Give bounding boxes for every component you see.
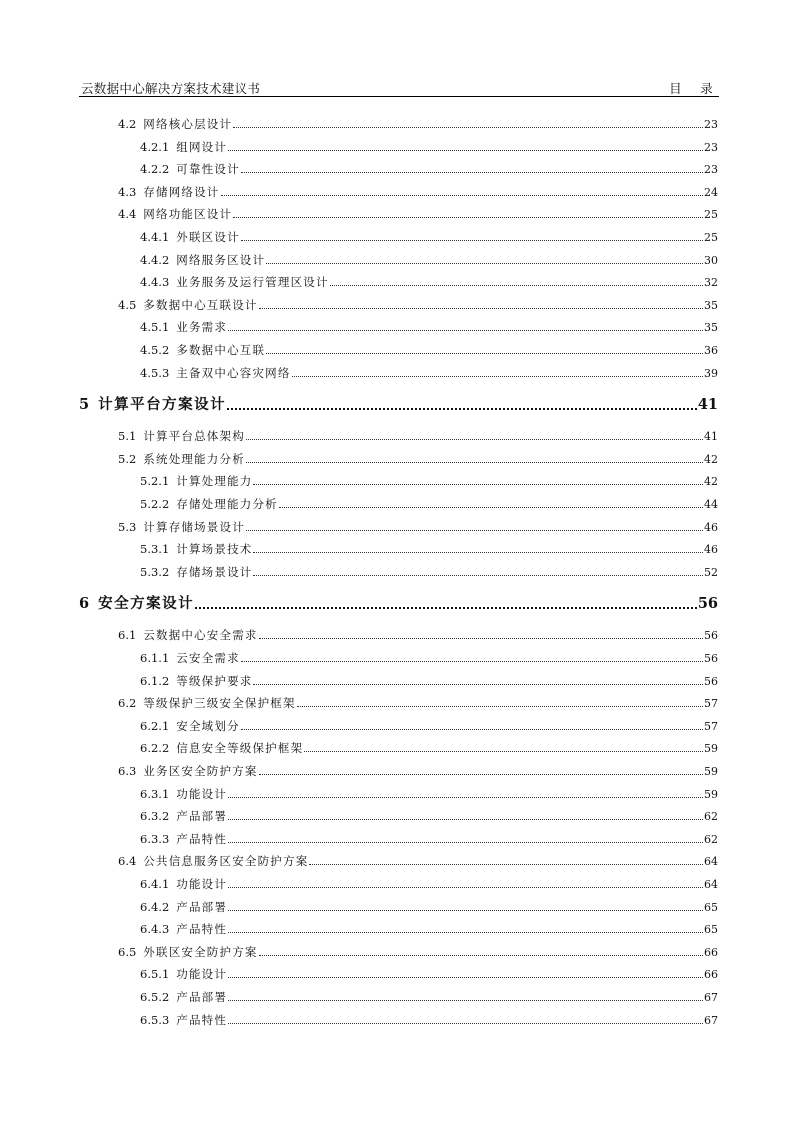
toc-entry-number: 4.5: [118, 297, 137, 312]
toc-entry-title: 业务需求: [176, 320, 228, 335]
toc-entry-number: 6.1: [118, 628, 137, 643]
toc-entry-title: 网络功能区设计: [143, 207, 233, 222]
toc-leader-dots: [266, 262, 703, 264]
toc-entry-page: 66: [704, 945, 718, 959]
toc-entry-page: 23: [704, 163, 718, 177]
toc-leader-dots: [253, 683, 703, 685]
toc-entry-number: 4.2: [118, 117, 137, 131]
toc-entry-title: 业务服务及运行管理区设计: [176, 275, 329, 290]
toc-entry-number: 6.2.2: [140, 741, 170, 756]
toc-entry-title: 多数据中心互联设计: [143, 297, 258, 312]
toc-entry-page: 62: [704, 810, 718, 824]
toc-entry-page: 39: [704, 366, 718, 380]
toc-entry[interactable]: [118, 519, 718, 535]
toc-entry-number: 6.1.1: [140, 651, 170, 665]
toc-entry[interactable]: [118, 763, 718, 779]
toc-entry-number: 5.2: [118, 451, 137, 466]
toc-leader-dots: [297, 705, 703, 707]
toc-entry-page: 56: [704, 674, 718, 688]
toc-entry-title: 组网设计: [176, 139, 228, 154]
toc-entry[interactable]: [140, 808, 718, 824]
toc-entry-title: 网络核心层设计: [143, 117, 233, 131]
toc-entry-page: 25: [704, 231, 718, 244]
toc-entry-title: 产品特性: [176, 922, 228, 937]
toc-leader-dots: [246, 461, 703, 463]
toc-entry-title: 功能设计: [176, 877, 228, 891]
toc-entry-number: 6.1.2: [140, 673, 170, 688]
toc-entry-title: 产品部署: [176, 899, 228, 914]
toc-entry-number: 4.5.2: [140, 343, 170, 357]
toc-entry-title: 云安全需求: [176, 651, 240, 665]
toc-entry-number: 5.2.2: [140, 497, 170, 511]
toc-leader-dots: [259, 637, 703, 639]
toc-entry-page: 57: [704, 697, 718, 711]
toc-entry-number: 4.4.1: [140, 230, 170, 244]
toc-entry-number: 6.4.1: [140, 877, 170, 891]
toc-entry-number: 6.2.1: [140, 718, 170, 733]
toc-leader-dots: [228, 909, 703, 911]
toc-entry-page: 44: [704, 498, 718, 511]
toc-entry-title: 计算平台方案设计: [98, 396, 227, 414]
toc-leader-dots: [241, 660, 703, 662]
toc-leader-dots: [227, 407, 697, 410]
toc-entry-number: 5.3.1: [140, 542, 170, 557]
toc-entry-page: 56: [697, 595, 718, 613]
toc-entry-title: 产品部署: [176, 990, 228, 1004]
toc-entry-title: 计算存储场景设计: [143, 519, 245, 534]
toc-entry-title: 计算处理能力: [176, 474, 253, 489]
toc-entry-title: 外联区设计: [176, 230, 240, 244]
toc-entry[interactable]: [140, 740, 718, 756]
toc-entry[interactable]: [118, 184, 718, 200]
toc-entry[interactable]: [118, 944, 718, 960]
toc-leader-dots: [241, 239, 703, 241]
toc-entry-page: 46: [704, 520, 718, 534]
toc-leader-dots: [228, 976, 703, 978]
toc-entry-page: 42: [704, 452, 718, 466]
toc-entry[interactable]: [140, 365, 718, 381]
toc-entry-number: 6.3.3: [140, 831, 170, 846]
toc-entry[interactable]: [140, 161, 718, 177]
toc-entry[interactable]: [79, 395, 718, 415]
toc-leader-dots: [253, 483, 703, 485]
toc-entry[interactable]: [140, 229, 718, 245]
toc-entry[interactable]: [140, 989, 718, 1005]
toc-leader-dots: [228, 818, 703, 820]
toc-entry-title: 等级保护要求: [176, 673, 253, 688]
toc-entry-page: 62: [704, 832, 718, 846]
toc-entry-page: 56: [704, 652, 718, 665]
toc-entry-title: 等级保护三级安全保护框架: [143, 696, 296, 711]
toc-leader-dots: [228, 796, 703, 798]
toc-entry-title: 多数据中心互联: [176, 343, 266, 357]
toc-entry[interactable]: [140, 342, 718, 358]
toc-entry[interactable]: [140, 786, 718, 802]
toc-entry-number: 6.4.3: [140, 922, 170, 937]
toc-entry[interactable]: [79, 594, 718, 614]
toc-leader-dots: [253, 574, 703, 576]
toc-entry-number: 4.3: [118, 184, 137, 199]
toc-entry[interactable]: [140, 541, 718, 557]
toc-entry[interactable]: [118, 206, 718, 222]
toc-entry-number: 6.5: [118, 944, 137, 959]
toc-leader-dots: [228, 841, 703, 843]
toc-entry[interactable]: [118, 695, 718, 711]
toc-entry-number: 6.4.2: [140, 899, 170, 914]
toc-entry-number: 5.1: [118, 429, 137, 444]
toc-entry[interactable]: [140, 473, 718, 489]
toc-entry-title: 可靠性设计: [176, 162, 240, 177]
toc-entry-page: 32: [704, 276, 718, 290]
toc-leader-dots: [228, 931, 703, 933]
toc-entry-page: 24: [704, 185, 718, 199]
toc-leader-dots: [246, 438, 703, 440]
toc-leader-dots: [228, 999, 703, 1001]
toc-entry-page: 67: [704, 991, 718, 1004]
toc-leader-dots: [228, 329, 703, 331]
toc-leader-dots: [304, 750, 703, 752]
toc-entry-title: 产品特性: [176, 831, 228, 846]
toc-entry-page: 67: [704, 1013, 718, 1027]
toc-entry[interactable]: [140, 252, 718, 268]
toc-entry-number: 6.3: [118, 764, 137, 778]
toc-entry-number: 6.4: [118, 854, 137, 869]
toc-entry-number: 4.2.1: [140, 139, 170, 154]
toc-entry[interactable]: [140, 650, 718, 666]
toc-leader-dots: [246, 529, 703, 531]
toc-entry-number: 4.5.3: [140, 365, 170, 380]
toc-leader-dots: [259, 307, 703, 309]
toc-leader-dots: [266, 352, 703, 354]
toc-entry[interactable]: [140, 1012, 718, 1028]
toc-entry[interactable]: [140, 274, 718, 290]
toc-entry-title: 安全方案设计: [98, 595, 195, 613]
toc-entry-number: 6.3.2: [140, 809, 170, 824]
toc-entry[interactable]: [118, 116, 718, 132]
toc-entry-page: 59: [704, 742, 718, 756]
toc-entry-title: 存储网络设计: [143, 184, 220, 199]
toc-entry-title: 计算平台总体架构: [143, 429, 245, 444]
toc-entry-page: 65: [704, 923, 718, 937]
toc-entry-number: 6.5.1: [140, 967, 170, 982]
section-name: 目 录: [669, 81, 713, 96]
toc-leader-dots: [233, 216, 703, 218]
toc-entry-title: 主备双中心容灾网络: [176, 365, 291, 380]
toc-leader-dots: [241, 728, 703, 730]
toc-leader-dots: [279, 506, 703, 508]
toc-entry-page: 23: [704, 118, 718, 131]
toc-entry-title: 存储处理能力分析: [176, 497, 278, 511]
toc-entry[interactable]: [118, 451, 718, 467]
toc-entry-page: 35: [704, 321, 718, 335]
toc-entry[interactable]: [118, 428, 718, 444]
toc-leader-dots: [195, 606, 697, 609]
toc-entry[interactable]: [140, 899, 718, 915]
toc-entry[interactable]: [140, 876, 718, 892]
toc-entry-number: 6.5.2: [140, 990, 170, 1004]
toc-entry-number: 4.2.2: [140, 162, 170, 177]
toc-entry-number: 4.4: [118, 207, 137, 222]
toc-entry-number: 6.2: [118, 696, 137, 711]
toc-entry-page: 66: [704, 968, 718, 982]
toc-entry[interactable]: [140, 966, 718, 982]
toc-entry-page: 25: [704, 208, 718, 222]
toc-entry-number: 5.2.1: [140, 474, 170, 489]
toc-entry-page: 64: [704, 855, 718, 869]
toc-entry[interactable]: [140, 564, 718, 580]
toc-entry-page: 65: [704, 900, 718, 914]
toc-entry-title: 存储场景设计: [176, 564, 253, 579]
toc-entry[interactable]: [140, 831, 718, 847]
toc-leader-dots: [241, 171, 703, 173]
toc-entry[interactable]: [118, 853, 718, 869]
toc-entry-title: 功能设计: [176, 967, 228, 982]
toc-entry-page: 41: [697, 396, 718, 414]
toc-entry[interactable]: [140, 718, 718, 734]
toc-entry-title: 产品部署: [176, 809, 228, 824]
toc-entry[interactable]: [118, 627, 718, 643]
toc-leader-dots: [259, 954, 703, 956]
toc-entry-page: 59: [704, 787, 718, 801]
toc-leader-dots: [259, 773, 703, 775]
toc-entry-title: 产品特性: [176, 1012, 228, 1027]
toc-entry-page: 30: [704, 253, 718, 267]
toc-leader-dots: [233, 126, 703, 128]
toc-entry-page: 57: [704, 719, 718, 733]
toc-entry-title: 功能设计: [176, 786, 228, 801]
toc-entry-page: 41: [704, 430, 718, 444]
toc-entry-number: 4.5.1: [140, 320, 170, 335]
toc-leader-dots: [221, 194, 704, 196]
toc-entry-page: 35: [704, 298, 718, 312]
toc-leader-dots: [228, 149, 703, 151]
toc-entry[interactable]: [118, 297, 718, 313]
toc-entry-page: 36: [704, 344, 718, 357]
toc-entry-title: 外联区安全防护方案: [143, 944, 258, 959]
toc-entry-number: 6.3.1: [140, 786, 170, 801]
toc-entry-title: 安全域划分: [176, 718, 240, 733]
toc-entry[interactable]: [140, 319, 718, 335]
document-title: 云数据中心解决方案技术建议书: [81, 81, 261, 96]
toc-entry-page: 64: [704, 878, 718, 891]
toc-entry-number: 6: [79, 595, 90, 613]
toc-entry-title: 网络服务区设计: [176, 252, 266, 267]
toc-leader-dots: [228, 886, 703, 888]
toc-entry-title: 云数据中心安全需求: [143, 628, 258, 643]
toc-leader-dots: [292, 375, 703, 377]
toc-entry-page: 23: [704, 140, 718, 154]
toc-entry-page: 52: [704, 565, 718, 579]
toc-entry-number: 5.3.2: [140, 564, 170, 579]
toc-entry-number: 5.3: [118, 519, 137, 534]
toc-entry[interactable]: [140, 921, 718, 937]
toc-leader-dots: [309, 863, 703, 865]
toc-entry-title: 信息安全等级保护框架: [176, 741, 304, 756]
toc-entry-number: 5: [79, 396, 90, 414]
toc-entry-page: 46: [704, 543, 718, 557]
page-header: [79, 78, 719, 97]
toc-entry-title: 公共信息服务区安全防护方案: [143, 854, 309, 869]
toc-entry-number: 6.5.3: [140, 1012, 170, 1027]
toc-entry[interactable]: [140, 139, 718, 155]
toc-leader-dots: [330, 284, 703, 286]
toc-entry-title: 业务区安全防护方案: [143, 764, 258, 778]
toc-entry-number: 4.4.3: [140, 275, 170, 290]
toc-leader-dots: [253, 551, 703, 553]
toc-entry[interactable]: [140, 673, 718, 689]
toc-entry-page: 42: [704, 475, 718, 489]
toc-leader-dots: [228, 1022, 703, 1024]
toc-entry-page: 59: [704, 765, 718, 778]
toc-entry[interactable]: [140, 496, 718, 512]
toc-entry-title: 计算场景技术: [176, 542, 253, 557]
toc-entry-title: 系统处理能力分析: [143, 451, 245, 466]
toc-entry-number: 4.4.2: [140, 252, 170, 267]
toc-entry-page: 56: [704, 629, 718, 643]
